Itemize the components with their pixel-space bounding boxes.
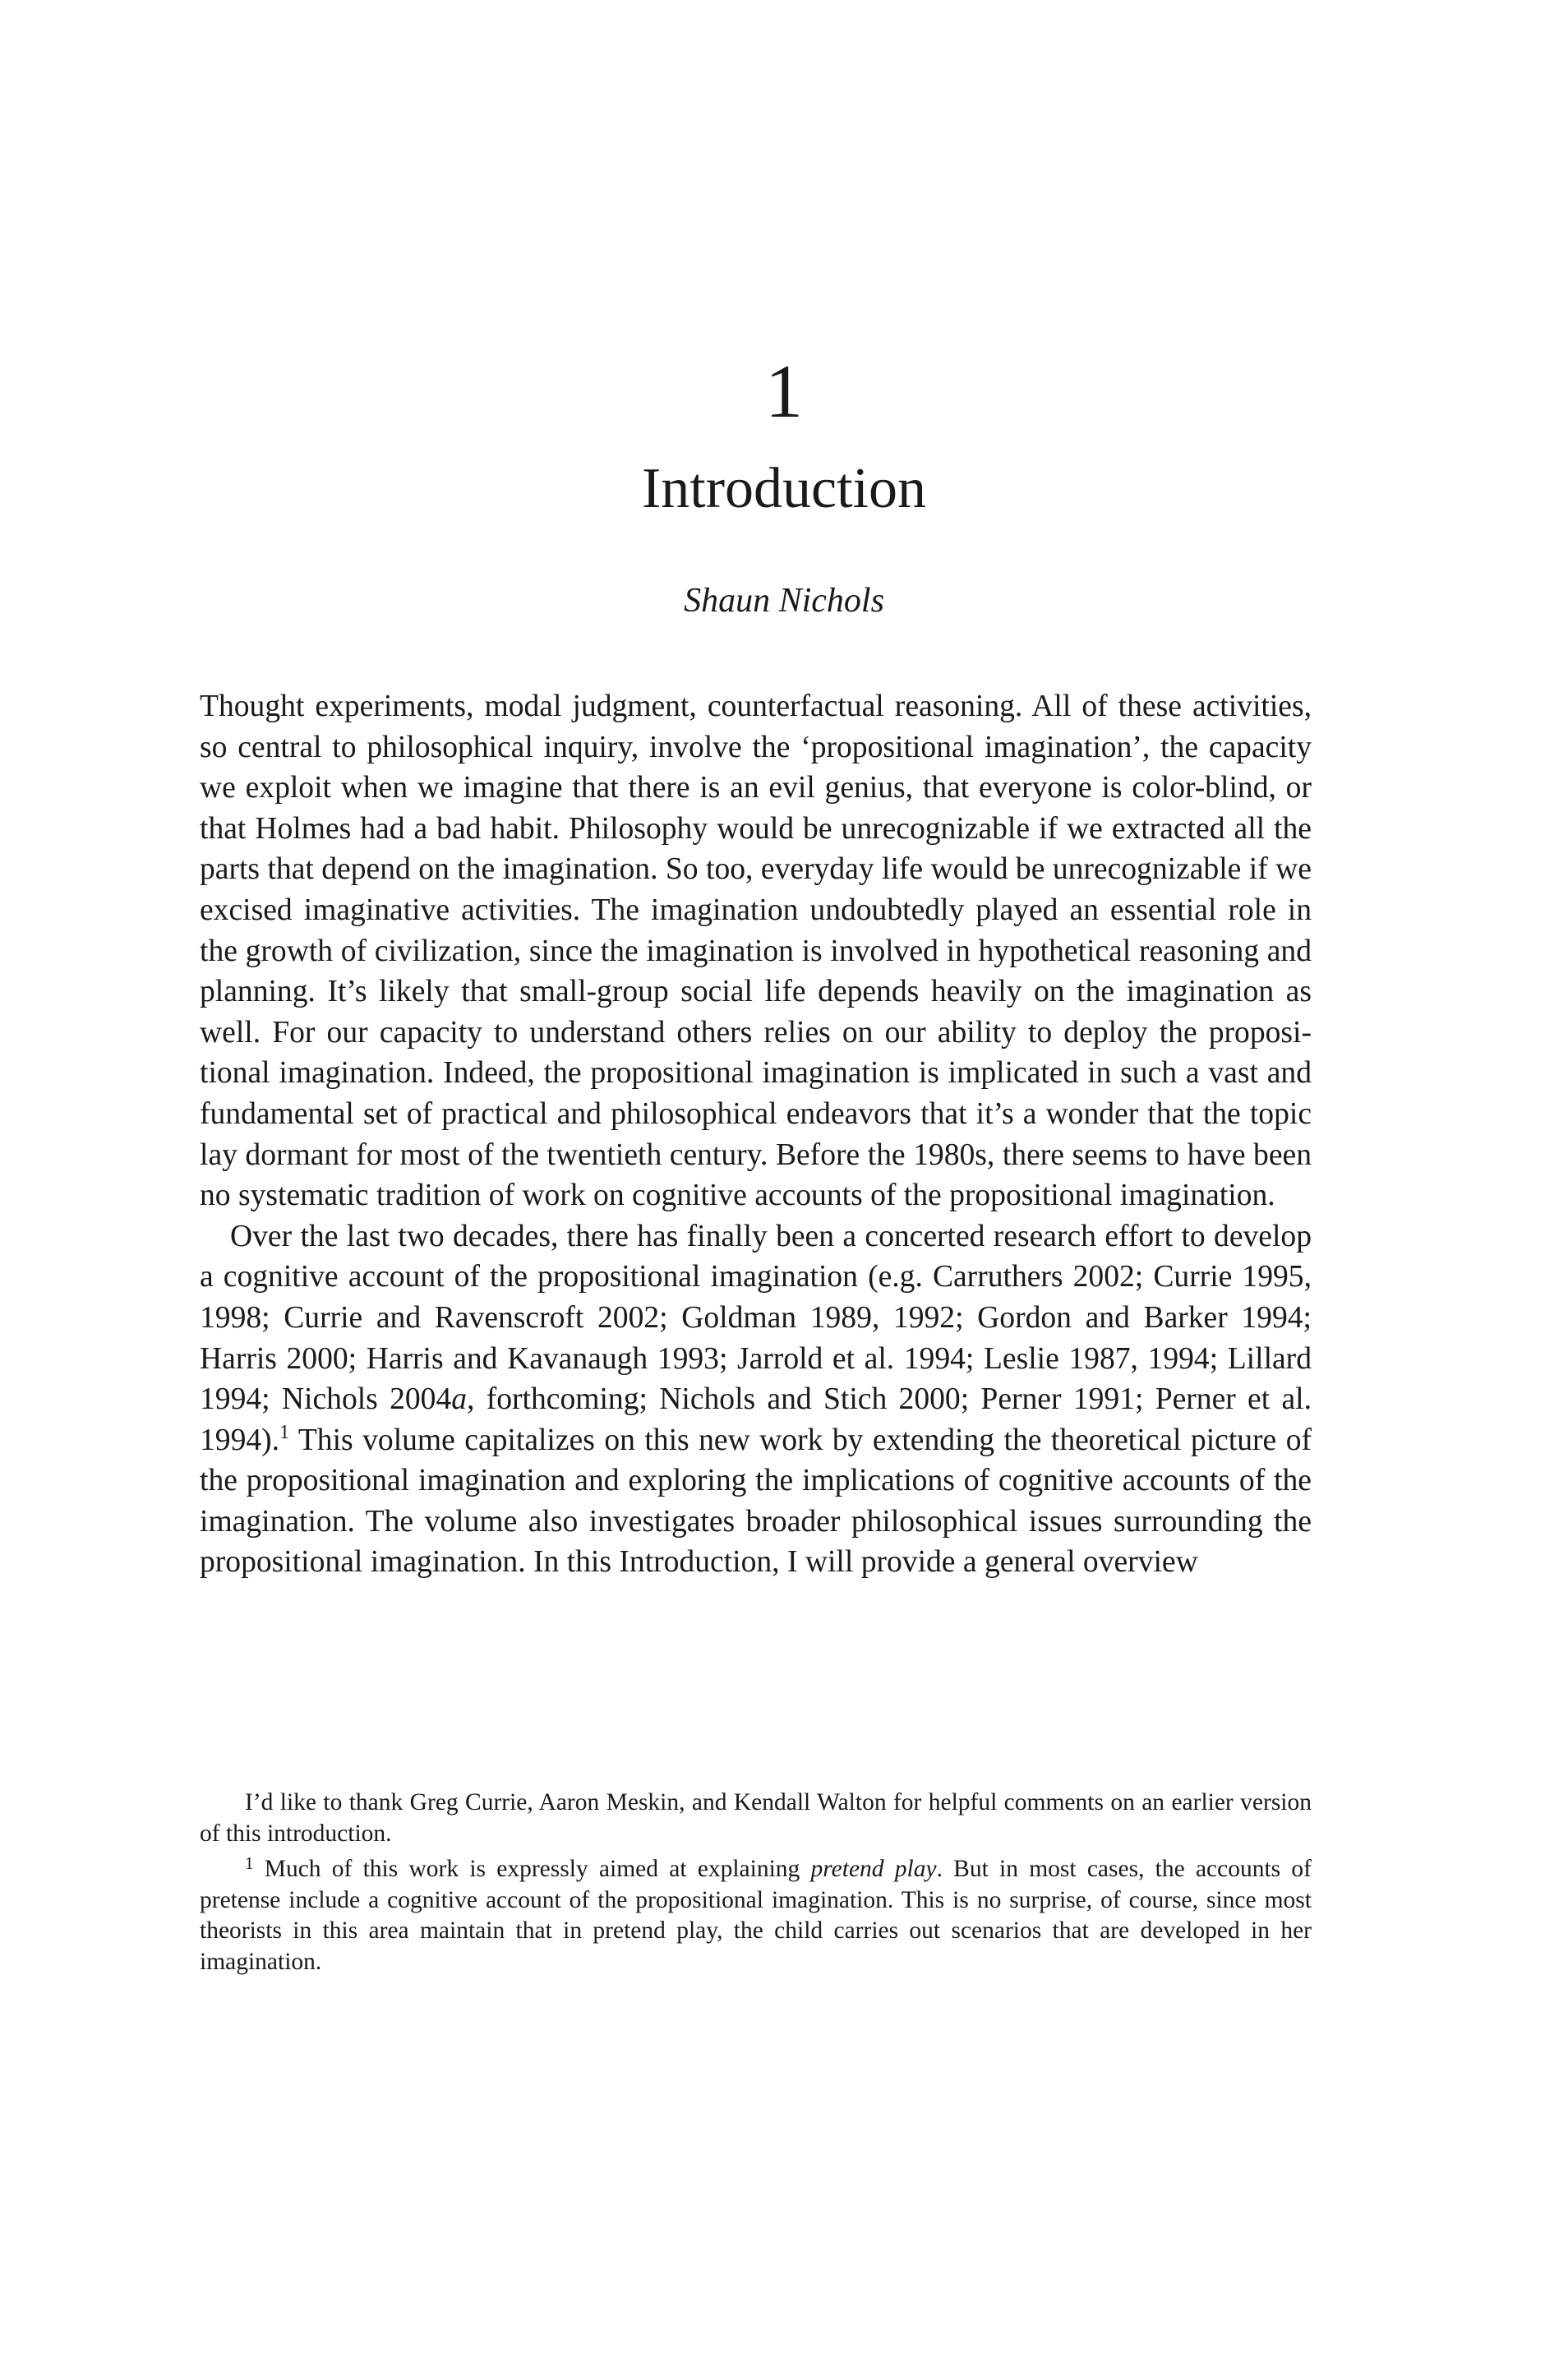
paragraph-2: [200, 1216, 1312, 1583]
footnote-1-italic: pretend play: [810, 1856, 937, 1882]
footnote-acknowledgment: I’d like to thank Greg Currie, Aaron Meskin, and Kendall Walton for helpful comments on an earlier version of this introduction.: [200, 1789, 1312, 1847]
paragraph-2-text-a: Over the last two decades, there has finally been a concerted research effort to develop a cognitive account of the propositional imagination (e.g. Carruthers 2002; Currie 1995, 1998; Currie and Ravenscroft 2002; Goldman 1989, 1992; Gordon and Barker 1994; Harris 2000; Harris and Kavanaugh 1993; Jarrold et al. 1994; Leslie 1987, 1994; Lillard 1994; Nichols 2004: [200, 1219, 1312, 1417]
chapter-title: Introduction: [641, 457, 927, 520]
body-text: [200, 686, 1312, 1583]
footnote-1-text-a: Much of this work is expressly aimed at explaining: [253, 1856, 811, 1882]
footnote-1: [200, 1854, 1312, 1977]
footnotes: [200, 1788, 1312, 1977]
paragraph-2-text-c: This volume capitalizes on this new work by extending the theoretical picture of the propositional imagination and exploring the implications of cognitive accounts of the imagination. The volume also investigates broader philosophical issues surrounding the propositional imagination. In this Introduction, I will provide a general overview: [200, 1423, 1312, 1580]
paragraph-2-italic: a: [451, 1382, 468, 1417]
chapter-author: Shaun Nichols: [684, 582, 884, 620]
footnote-1-mark: 1: [245, 1853, 254, 1873]
chapter-number: 1: [765, 349, 803, 433]
paragraph-1: Thought experiments, modal judgment, counterfactual reasoning. All of these activities, so central to philosophical inquiry, involve the ‘propositional imagination’, the capacity we exploit when we imagine that there is an evil genius, that everyone is color-blind, or that Holmes had a bad habit. Philosophy would be unrecognizable if we extracted all the parts that depend on the imagination. So too, everyday life would be unrecognizable if we excised imaginative activities. The imagination undoubtedly played an essential role in the growth of civilization, since the imagination is involved in hypothetical reasoning and planning. It’s likely that small-group social life depends heavily on the imagination as well. For our capacity to understand others relies on our ability to deploy the propositional imagination. Indeed, the propositional imagination is implicated in such a vast and fundamental set of practical and philosophical endeavors that it’s a wonder that the topic lay dormant for most of the twentieth century. Before the 1980s, there seems to have been no systematic tradition of work on cognitive accounts of the propositional imagination.: [200, 690, 1312, 1213]
footnote-reference-1[interactable]: 1: [279, 1421, 290, 1443]
paragraph-2-text-b: , forthcoming; Nichols and Stich 2000; Perner 1991; Perner et al. 1994).: [200, 1382, 1312, 1457]
footnote-1-text-b: . But in most cases, the accounts of pretense include a cognitive account of the propositional imagination. This is no surprise, of course, since most theorists in this area maintain that in pretend play, the child carries out scenarios that are developed in her imagination.: [200, 1856, 1312, 1975]
